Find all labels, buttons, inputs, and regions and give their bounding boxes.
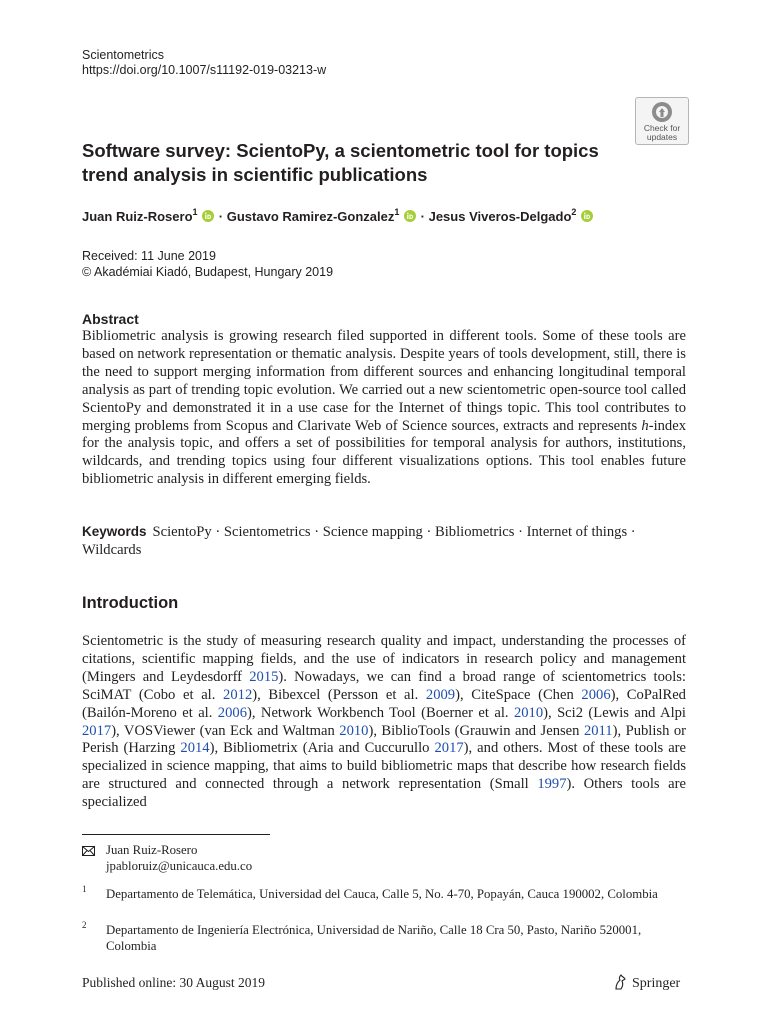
publisher-name: Springer	[632, 976, 681, 991]
introduction-text-run: ), Bibliometrix (Aria and Cuccurullo	[209, 740, 435, 757]
keywords-text: ScientoPy · Scientometrics · Science mapping · Bibliometrics · Internet of things · Wildcards	[82, 524, 636, 558]
orcid-icon[interactable]	[202, 210, 214, 222]
citation-year-link[interactable]: 2010	[513, 704, 544, 721]
introduction-text-run: ). Nowadays, we can find a broad range of scientometrics tools: SciMAT (Cobo et al.	[82, 668, 686, 703]
citation-year-link[interactable]: 2017	[82, 722, 112, 739]
introduction-text-run: ). Others tools are specialized	[82, 776, 686, 811]
introduction-text-run: ), Sci2 (Lewis and Alpi	[543, 704, 686, 721]
copyright-line: © Akadémiai Kiadó, Budapest, Hungary 2019	[82, 265, 334, 279]
orcid-icon[interactable]	[404, 210, 416, 222]
citation-year-link[interactable]: 2006	[217, 704, 247, 721]
author-name: Juan Ruiz-Rosero	[82, 209, 193, 224]
author-separator: ·	[218, 209, 224, 224]
doi-link[interactable]: https://doi.org/10.1007/s11192-019-03213-w	[82, 63, 327, 77]
published-online-date: Published online: 30 August 2019	[82, 975, 266, 990]
abstract-text-part: Bibliometric analysis is growing research filed supported in different tools. Some of these tools are based on network representation or thematic analysis. Despite years of tools development, still, there is the need to support merging information from different sources and enhancing longitudinal temporal analysis as part of trending topic evolution. We carried out a new scientometric open-source tool called ScientoPy and demonstrated it in a use case for the Internet of things topic. This tool contributes to merging problems from Scopus and Clarivate Web of Science sources, extracts and represents	[82, 328, 686, 434]
citation-year-link[interactable]: 2012	[223, 686, 253, 703]
abstract-text-part: -index for the analysis topic, and offers a set of possibilities for temporal analysis for authors, institutions, wildcards, and trending topics using four different visualizations options. This tool enables future bibliometric analysis in different emerging fields.	[82, 417, 686, 488]
introduction-text-run: ), BiblioTools (Grauwin and Jensen	[368, 722, 584, 739]
introduction-text-run: ), Network Workbench Tool (Boerner et al.	[246, 704, 514, 721]
citation-year-link[interactable]: 2010	[339, 722, 369, 739]
keywords-label: Keywords	[82, 524, 147, 539]
orcid-icon[interactable]	[581, 210, 593, 222]
author-separator: ·	[420, 209, 425, 224]
citation-year-link[interactable]: 2011	[583, 722, 613, 739]
publisher-logo	[612, 974, 680, 992]
author-affiliation-mark: 1	[192, 207, 198, 217]
abstract-italic-h: h	[641, 417, 649, 434]
abstract-text	[82, 328, 686, 489]
introduction-text-run: ), and others. Most of these tools are specialized in science mapping, that aims to build bibliometric maps that describe how research fields are structured and connected through a network representation (Small	[82, 740, 687, 793]
check-for-label: Check for	[643, 123, 681, 133]
citation-year-link[interactable]: 2006	[581, 686, 611, 703]
abstract-heading: Abstract	[82, 311, 139, 327]
introduction-text-run: ), Publish or Perish (Harzing	[82, 722, 686, 757]
corresponding-author-email[interactable]: jpabloruiz@unicauca.edu.co	[106, 859, 253, 873]
footnote-divider	[82, 834, 270, 835]
journal-name: Scientometrics	[82, 48, 164, 62]
citation-year-link[interactable]: 2015	[249, 668, 279, 685]
author-affiliation-mark: 1	[394, 207, 400, 217]
introduction-heading: Introduction	[82, 594, 179, 612]
paper-title: Software survey: ScientoPy, a scientometric tool for topics trend analysis in scientific publications	[82, 140, 599, 185]
author-name: Gustavo Ramirez-Gonzalez	[226, 209, 395, 224]
introduction-text	[82, 633, 686, 812]
citation-year-link[interactable]: 1997	[537, 776, 567, 793]
envelope-icon	[82, 846, 95, 856]
keywords-block	[82, 523, 686, 560]
introduction-text-run: ), Bibexcel (Persson et al.	[252, 686, 426, 703]
affiliation-text: Departamento de Ingeniería Electrónica, Universidad de Nariño, Calle 18 Cra 50, Pasto, Nariño 520001, Colombia	[106, 923, 642, 953]
introduction-text-run: ), CoPalRed (Bailón-Moreno et al.	[82, 686, 686, 721]
citation-year-link[interactable]: 2014	[180, 740, 210, 757]
author-name: Jesus Viveros-Delgado	[428, 209, 572, 224]
citation-year-link[interactable]: 2009	[425, 686, 456, 703]
crossmark-icon	[651, 101, 673, 123]
affiliation-number: 1	[82, 884, 87, 894]
springer-horse-icon	[612, 974, 628, 990]
author-affiliation-mark: 2	[571, 207, 577, 217]
introduction-text-run: ), CiteSpace (Chen	[455, 686, 582, 703]
introduction-text-run: ), VOSViewer (van Eck and Waltman	[111, 722, 340, 739]
citation-year-link[interactable]: 2017	[434, 740, 464, 757]
author-list	[82, 208, 594, 226]
check-for-updates-badge[interactable]	[635, 97, 689, 145]
affiliation-number: 2	[82, 920, 87, 930]
received-date: Received: 11 June 2019	[82, 249, 216, 263]
affiliation-text: Departamento de Telemática, Universidad del Cauca, Calle 5, No. 4-70, Popayán, Cauca 190002, Colombia	[106, 887, 658, 901]
introduction-text-run: Scientometric is the study of measuring research quality and impact, understanding the processes of citations, scientific mapping fields, and the use of indicators in research policy and management (Mingers and Leydesdorff	[82, 633, 686, 685]
corresponding-author-name: Juan Ruiz-Rosero	[106, 843, 198, 857]
updates-label: updates	[646, 132, 678, 142]
